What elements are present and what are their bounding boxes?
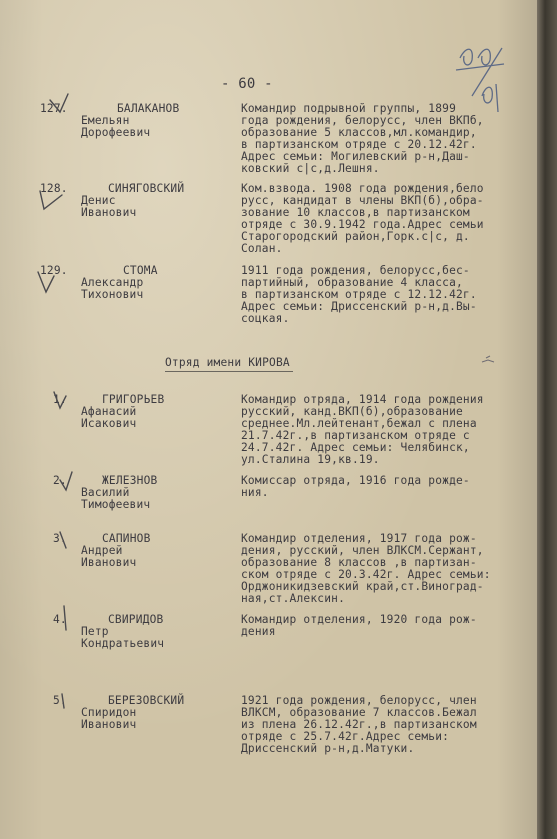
entry-number: 5. (53, 694, 67, 707)
check-mark-icon (34, 266, 64, 296)
entry-description: Командир подрывной группы, 1899 года рождения, белорусс, член ВКПб, образование 5 классов,мл.командир, в партизанском отряде с 20.12.42г. Адрес семьи: Могилевский р-н,Даш- ковский с|с,д.Лешня. (241, 102, 484, 175)
entry-description: Командир отделения, 1920 года рож- дения (241, 613, 477, 638)
entry-given-name: Петр Кондратьевич (81, 625, 165, 650)
entry-given-name: Денис Иванович (81, 194, 137, 219)
binding-edge (537, 0, 557, 839)
check-mark-icon (36, 183, 66, 213)
entry-number: 129. (40, 264, 68, 277)
entry-number: 128. (40, 182, 68, 195)
entry-given-name: Александр Тихонович (81, 276, 144, 301)
entry-surname: БЕРЕЗОВСКИЙ (108, 694, 185, 707)
check-mark-icon (48, 388, 78, 418)
page-number: - 60 - (221, 76, 273, 92)
entry-description: Ком.взвода. 1908 года рождения,бело русс, кандидат в члены ВКП(б),обра- зование 10 классов,в партизанском отряде с 30.9.1942 года.Адрес семьи Старогородский район,Горк.с|с, д. Солан. (241, 182, 484, 255)
entry-number: 2. (53, 474, 67, 487)
entry-given-name: Афанасий Исакович (81, 405, 137, 430)
entry-number: 1. (53, 393, 67, 406)
entry-surname: СИНЯГОВСКИЙ (108, 182, 185, 195)
entry-given-name: Спиридон Иванович (81, 706, 137, 731)
entry-description: Комиссар отряда, 1916 года рожде- ния. (241, 474, 470, 499)
entry-description: Командир отделения, 1917 года рож- дения, русский, член ВЛКСМ.Сержант, образование 8 классов ,в партизан- ском отряде с 20.3.42г. Адрес семьи: Орджоникидзевский край,ст.Виноград- ная,ст.Алексин. (241, 532, 491, 605)
entry-description: Командир отряда, 1914 года рождения русский, канд.ВКП(б),образование среднее.Мл.лейтенант,бежал с плена 21.7.42г.,в партизанском отряде с 24.7.42г. Адрес семьи: Челябинск, ул.Сталина 19,кв.19. (241, 393, 484, 466)
entry-surname: БАЛАКАНОВ (117, 102, 180, 115)
entry-surname: ЖЕЛЕЗНОВ (102, 474, 158, 487)
entry-surname: ГРИГОРЬЕВ (102, 393, 165, 406)
section-title-underline (165, 371, 293, 372)
entry-surname: СТОМА (123, 264, 158, 277)
entry-number: 3. (53, 532, 67, 545)
entry-description: 1911 года рождения, белорусс,бес- партийный, образование 4 класса, в партизанском отряде с 12.12.42г. Адрес семьи: Дриссенский р-н,д.Вы- соцкая. (241, 264, 477, 325)
entry-number: 127. (40, 102, 68, 115)
entry-description: 1921 года рождения, белорусс, член ВЛКСМ, образование 7 классов.Бежал из плена 26.12.42г.,в партизанском отряде с 25.7.42г.Адрес семьи: Дриссенский р-н,д.Матуки. (241, 694, 477, 755)
section-title: Отряд имени КИРОВА (165, 356, 290, 369)
pencil-mark-icon (480, 354, 498, 368)
check-mark-icon (46, 90, 76, 120)
entry-surname: СВИРИДОВ (108, 613, 164, 626)
entry-given-name: Емельян Дорофеевич (81, 114, 151, 139)
entry-number: 4. (53, 613, 67, 626)
entry-given-name: Василий Тимофеевич (81, 486, 151, 511)
entry-given-name: Андрей Иванович (81, 544, 137, 569)
entry-surname: САПИНОВ (102, 532, 151, 545)
